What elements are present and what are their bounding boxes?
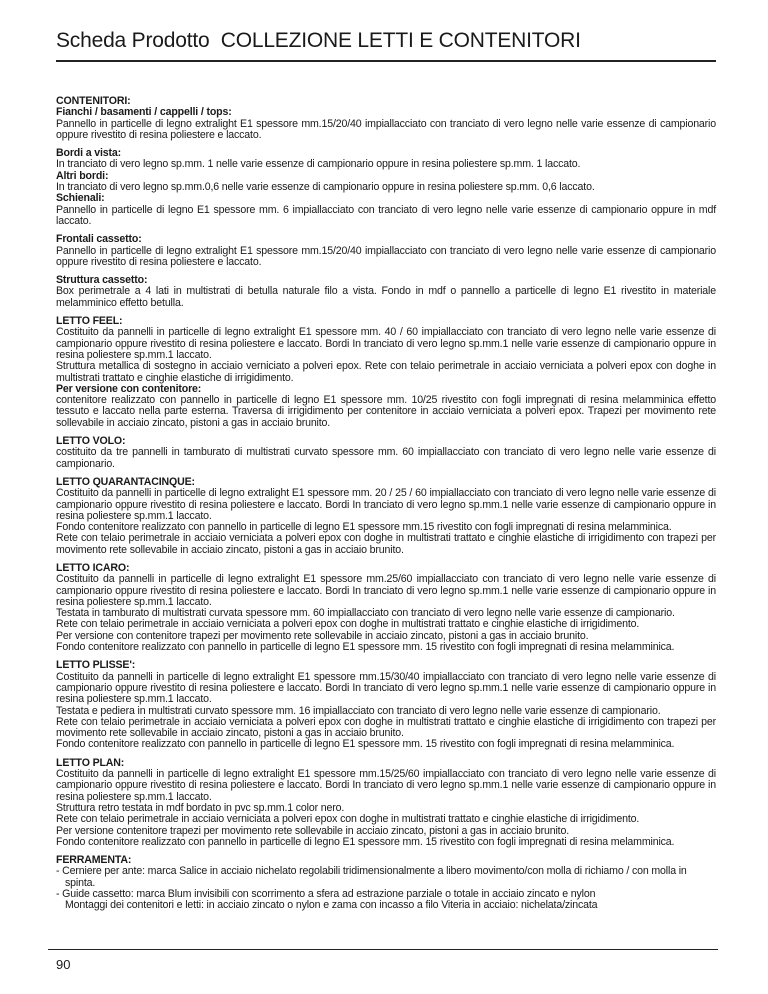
section-subheading: Per versione con contenitore: [56, 382, 202, 395]
section-letto-quarantacinque [56, 477, 716, 556]
page-title-right: COLLEZIONE LETTI E CONTENITORI [220, 29, 581, 52]
section-text: Struttura metallica di sostegno in acciaio verniciato a polveri epox. Rete con telaio perimetrale in acciaio verniciata a polveri epox con doghe in multistrati trattato e cinghie elastiche di irrigidimento. [56, 360, 716, 384]
section-heading: Bordi a vista: [56, 147, 122, 160]
section-text: Costituito da pannelli in particelle di legno extralight E1 spessore mm.25/60 impiallacciato con tranciato di vero legno nelle varie essenze di campionario oppure rivestito di resina poliestere e laccato. Bordi In tranciato di vero legno sp.mm.1 nelle varie essenze di campionario oppure in resina poliestere sp.mm.1 laccato. [56, 573, 716, 608]
section-struttura [56, 275, 716, 309]
section-subheading: Altri bordi: [56, 169, 109, 182]
section-text: Rete con telaio perimetrale in acciaio verniciata a polveri epox con doghe in multistrati trattato e cinghie elastiche di irrigidimento. [56, 618, 640, 631]
section-letto-plisse [56, 660, 716, 750]
page-title-left: Scheda Prodotto [56, 29, 210, 52]
section-text: Rete con telaio perimetrale in acciaio verniciata a polveri epox con doghe in multistrati trattato e cinghie elastiche di irrigidimento. [56, 813, 640, 826]
section-contenitori [56, 96, 716, 141]
page-title [56, 28, 716, 54]
section-heading: FERRAMENTA: [56, 854, 132, 867]
section-letto-feel [56, 316, 716, 429]
section-text: contenitore realizzato con pannello in particelle di legno E1 spessore mm. 10/25 rivestito con fogli impregnati di resina melamminica effetto tessuto e laccato nella parte esterna. Traversa di irrigidimento per contenitore in acciaio verniciata a polveri epox. Trapezi per movimento rete sollevabile in acciaio zincato, pistoni a gas in acciaio brunito. [56, 394, 716, 429]
section-heading: LETTO FEEL: [56, 315, 123, 328]
section-text: Testata in tamburato di multistrati curvata spessore mm. 60 impiallacciato con tranciato di vero legno nelle varie essenze di campionario. [56, 607, 675, 620]
section-text: Fondo contenitore realizzato con pannello in particelle di legno E1 spessore mm.15 rivestito con fogli impregnati di resina melamminica. [56, 521, 672, 534]
section-text: Fondo contenitore realizzato con pannello in particelle di legno E1 spessore mm. 15 rivestito con fogli impregnati di resina melamminica. [56, 641, 675, 654]
spec-content [56, 96, 716, 919]
section-text: Rete con telaio perimetrale in acciaio verniciata a polveri epox con doghe in multistrati trattato e cinghie elastiche di irrigidimento con trapezi per movimento rete sollevabile in acciaio zincato, pistoni a gas in acciaio brunito. [56, 532, 716, 556]
section-text: Per versione con contenitore trapezi per movimento rete sollevabile in acciaio zincato, pistoni a gas in acciaio brunito. [56, 629, 589, 642]
section-text: Pannello in particelle di legno extralight E1 spessore mm.15/20/40 impiallacciato con tranciato di vero legno nelle varie essenze di campionario oppure rivestito di resina poliestere e laccato. [56, 244, 716, 268]
section-text: Pannello in particelle di legno extralight E1 spessore mm.15/20/40 impiallacciato con tranciato di vero legno nelle varie essenze di campionario oppure rivestito di resina poliestere e laccato. [56, 117, 716, 141]
section-text: costituito da tre pannelli in tamburato di multistrati curvato spessore mm. 60 impiallacciato con tranciato di vero legno nelle varie essenze di campionario. [56, 446, 716, 470]
section-heading: LETTO QUARANTACINQUE: [56, 475, 195, 488]
section-letto-plan [56, 758, 716, 848]
section-bordi [56, 148, 716, 227]
section-heading: CONTENITORI: [56, 95, 131, 107]
section-heading: Struttura cassetto: [56, 274, 148, 287]
list-item: - Cerniere per ante: marca Salice in acciaio nichelato regolabili tridimensionalmente a libero movimento/con molla di richiamo / con molla in spinta. [56, 865, 687, 889]
section-text: Fondo contenitore realizzato con pannello in particelle di legno E1 spessore mm. 15 rivestito con fogli impregnati di resina melamminica. [56, 835, 675, 848]
section-letto-volo [56, 436, 716, 470]
section-text: Box perimetrale a 4 lati in multistrati di betulla naturale filo a vista. Fondo in mdf o pannello a particelle di legno E1 rivestito in materiale melamminico effetto betulla. [56, 285, 716, 309]
section-text: Struttura retro testata in mdf bordato in pvc sp.mm.1 color nero. [56, 801, 345, 814]
list-item-continuation: Montaggi dei contenitori e letti: in acciaio zincato o nylon e zama con incasso a filo Viteria in acciaio: nichelata/zincata [65, 899, 598, 912]
section-text: Testata e pediera in multistrati curvato spessore mm. 16 impiallacciato con tranciato di vero legno nelle varie essenze di campionario. [56, 704, 661, 717]
section-text: In tranciato di vero legno sp.mm. 1 nelle varie essenze di campionario oppure in resina poliestere sp.mm. 1 laccato. [56, 158, 581, 171]
section-text: Pannello in particelle di legno E1 spessore mm. 6 impiallacciato con tranciato di vero legno nelle varie essenze di campionario oppure in mdf laccato. [56, 203, 716, 227]
section-subheading: Fianchi / basamenti / cappelli / tops: [56, 106, 232, 119]
page-header [56, 28, 716, 54]
header-rule [56, 60, 716, 62]
section-heading: LETTO VOLO: [56, 435, 126, 448]
page-number: 90 [56, 957, 71, 972]
section-heading: LETTO ICARO: [56, 561, 130, 574]
section-heading: LETTO PLISSE': [56, 659, 136, 672]
section-text: Costituito da pannelli in particelle di legno extralight E1 spessore mm.15/30/40 impiallacciato con tranciato di vero legno nelle varie essenze di campionario oppure rivestito di resina poliestere e laccato. Bordi In tranciato di vero legno sp.mm.1 nelle varie essenze di campionario oppure in resina poliestere sp.mm.1 laccato. [56, 670, 716, 706]
section-frontali [56, 234, 716, 268]
section-subheading: Schienali: [56, 192, 105, 205]
list-item: - Guide cassetto: marca Blum invisibili con scorrimento a sfera ad estrazione parziale o totale in acciaio zincato e nylon [56, 888, 596, 900]
section-text: Costituito da pannelli in particelle di legno extralight E1 spessore mm. 20 / 25 / 60 impiallacciato con tranciato di vero legno nelle varie essenze di campionario oppure rivestito di resina poliestere e laccato. Bordi In tranciato di vero legno sp.mm.1 nelle varie essenze di campionario oppure in resina poliestere sp.mm.1 laccato. [56, 487, 716, 522]
section-text: Per versione contenitore trapezi per movimento rete sollevabile in acciaio zincato, pistoni a gas in acciaio brunito. [56, 824, 570, 837]
section-text: Costituito da pannelli in particelle di legno extralight E1 spessore mm.15/25/60 impiallacciato con tranciato di vero legno nelle varie essenze di campionario oppure rivestito di resina poliestere e laccato. Bordi In tranciato di vero legno sp.mm.1 nelle varie essenze di campionario oppure in resina poliestere sp.mm.1 laccato. [56, 768, 716, 803]
footer-rule [48, 949, 718, 950]
section-heading: LETTO PLAN: [56, 756, 125, 769]
section-text: Rete con telaio perimetrale in acciaio verniciata a polveri epox con doghe in multistrati trattato e cinghie elastiche di irrigidimento con trapezi per movimento rete sollevabile in acciaio zincato, pistoni a gas in acciaio brunito. [56, 715, 716, 740]
section-text: Fondo contenitore realizzato con pannello in particelle di legno E1 spessore mm. 15 rivestito con fogli impregnati di resina melamminica. [56, 738, 675, 751]
section-ferramenta [56, 855, 716, 911]
section-text: In tranciato di vero legno sp.mm.0,6 nelle varie essenze di campionario oppure in resina poliestere sp.mm. 0,6 laccato. [56, 181, 595, 194]
section-text: Costituito da pannelli in particelle di legno extralight E1 spessore mm. 40 / 60 impiallacciato con tranciato di vero legno nelle varie essenze di campionario oppure rivestito di resina poliestere e laccato. Bordi In tranciato di vero legno sp.mm.1 nelle varie essenze di campionario oppure in resina poliestere sp.mm.1 laccato. [56, 326, 716, 361]
section-heading: Frontali cassetto: [56, 233, 142, 246]
section-letto-icaro [56, 563, 716, 653]
